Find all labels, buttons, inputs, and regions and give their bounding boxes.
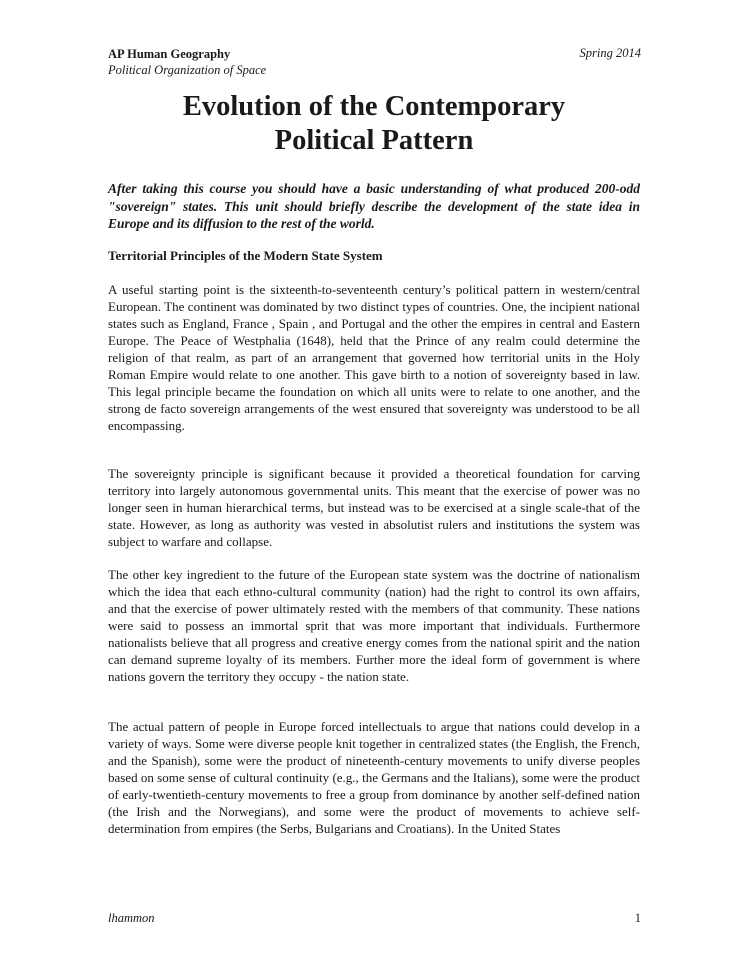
page-number: 1 [634, 911, 641, 925]
page-header-left [108, 46, 266, 78]
body-paragraph-4: The actual pattern of people in Europe forced intellectuals to argue that nations could develop in a variety of ways. Some were diverse people knit together in centralized states (the English, the French, and the Spanish), some were the product of nineteenth-century movements to unify diverse peoples based on some sense of cultural continuity (e.g., the Germans and the Italians), some were the product of early-twentieth-century movements to free a group from dominance by another self-defined nation (the Irish and the Norwegians), and some were the product of movements to achieve self-determination from empires (the Serbs, Bulgarians and Croatians). In the United States [108, 719, 640, 836]
unit-name: Political Organization of Space [108, 63, 267, 77]
body-paragraph-2: The sovereignty principle is significant because it provided a theoretical foundation for carving territory into largely autonomous governmental units. This meant that the exercise of power was no longer seen in human hierarchical terms, but instead was to be exercised at a single scale-that of the state. However, as long as authority was vested in absolutist rulers and institutions the system was subject to warfare and collapse. [108, 466, 640, 549]
title-line-2: Political Pattern [274, 125, 474, 156]
term-label: Spring 2014 [579, 46, 641, 60]
body-paragraph-3: The other key ingredient to the future of the European state system was the doctrine of nationalism which the idea that each ethno-cultural community (nation) had the right to control its own affairs, and that the exercise of power ultimately rested with the members of that community. These nations were said to possess an immortal sprit that was more important that individuals. Furthermore nationalists believe that all progress and creative energy comes from the national spirit and the nation can demand supreme loyalty of its members. Further more the ideal form of government is where nations govern the territory they occupy - the nation state. [108, 567, 640, 684]
footer-author: lhammon [108, 911, 155, 925]
body-paragraph-1: A useful starting point is the sixteenth-to-seventeenth century’s political pattern in western/central European. The continent was dominated by two distinct types of countries. One, the incipient national states such as England, France , Spain , and Portugal and the other the empires in central and Eastern Europe. The Peace of Westphalia (1648), held that the Prince of any realm could determine the religion of that realm, as part of an arrangement that governed how territorial units in the Holy Roman Empire would relate to one another. This gave birth to a notion of sovereignty based in law. This legal principle became the foundation on which all units were to relate to one another, and the strong de facto sovereign arrangements of the west ensured that sovereignty was understood to be all encompassing. [108, 282, 640, 433]
course-name: AP Human Geography [108, 47, 231, 61]
title-line-1: Evolution of the Contemporary [182, 91, 566, 122]
intro-paragraph: After taking this course you should have a basic understanding of what produced 200-odd "sovereign" states. This unit should briefly describe the development of the state idea in Europe and its diffusion to the rest of the world. [108, 181, 640, 231]
page-title [108, 90, 640, 158]
section-heading: Territorial Principles of the Modern State System [108, 248, 383, 263]
